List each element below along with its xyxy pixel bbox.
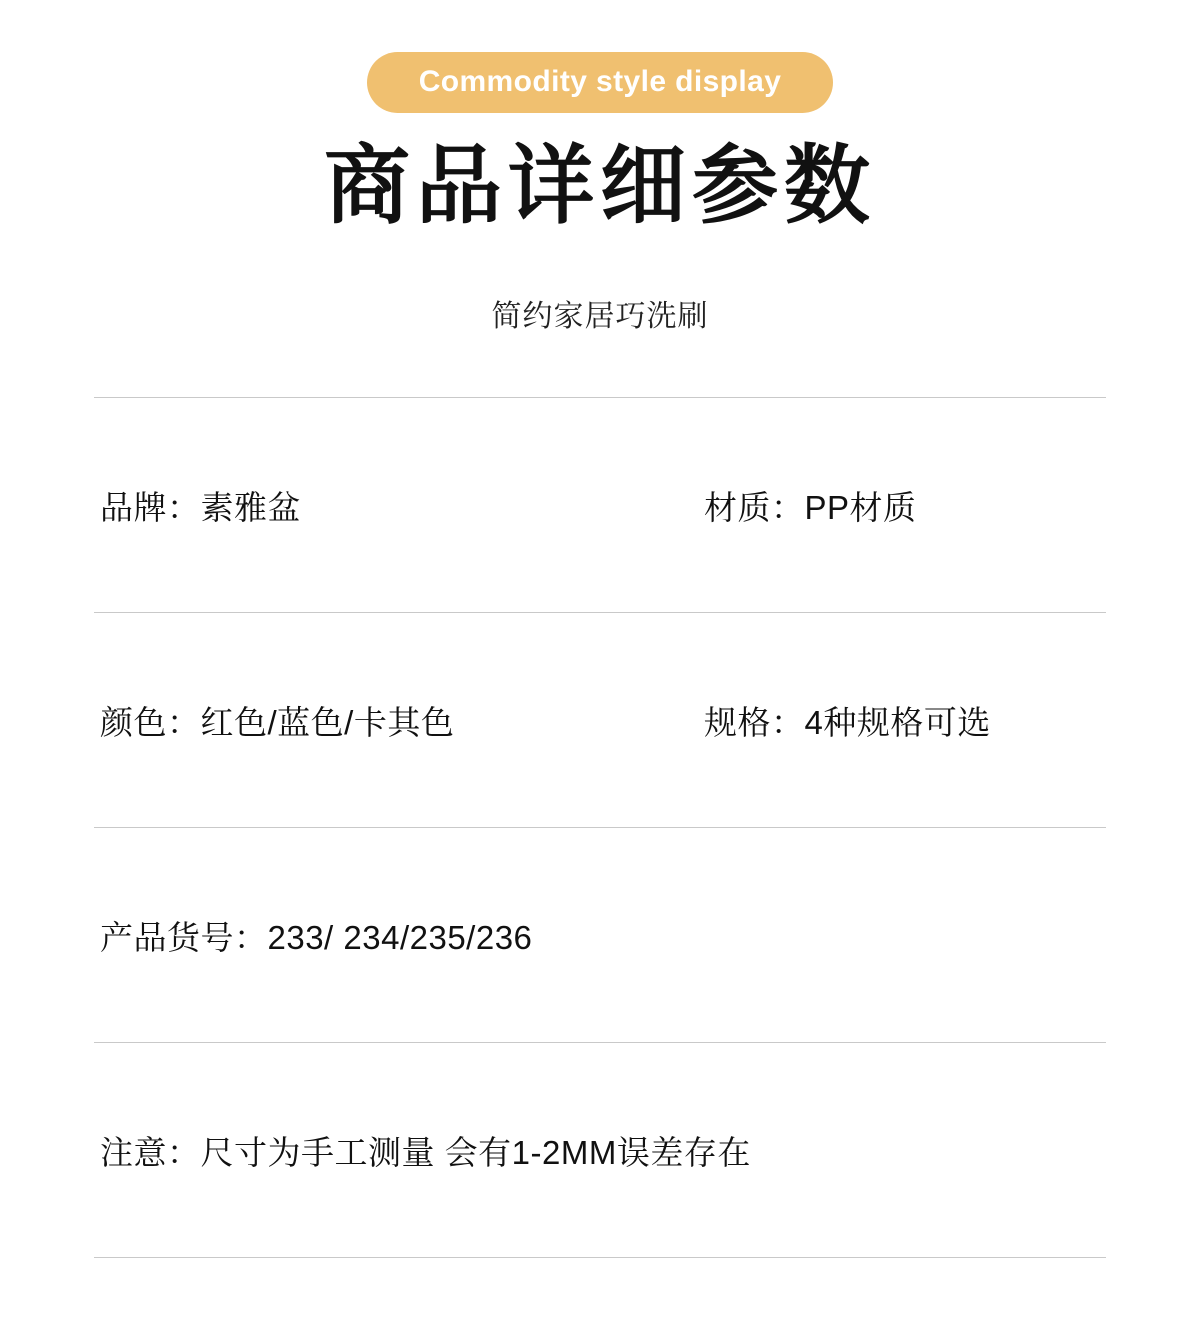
spec-material: 材质：PP材质 xyxy=(704,488,917,526)
spec-product-number: 产品货号：233/ 234/235/236 xyxy=(100,918,533,956)
page-subtitle: 简约家居巧洗刷 xyxy=(491,300,709,334)
table-divider-bottom xyxy=(94,1257,1106,1258)
spec-color: 颜色：红色/蓝色/卡其色 xyxy=(100,703,455,741)
spec-size-options: 规格：4种规格可选 xyxy=(704,703,991,741)
spec-table xyxy=(94,397,1106,1258)
table-row xyxy=(94,1043,1106,1257)
commodity-style-badge: Commodity style display xyxy=(367,52,834,113)
table-row xyxy=(94,613,1106,827)
table-row xyxy=(94,828,1106,1042)
page-header xyxy=(0,0,1200,335)
spec-measurement-note: 注意：尺寸为手工测量 会有1-2MM误差存在 xyxy=(100,1133,751,1171)
spec-brand: 品牌：素雅盆 xyxy=(100,488,301,526)
page-title: 商品详细参数 xyxy=(324,138,876,234)
table-row xyxy=(94,398,1106,612)
